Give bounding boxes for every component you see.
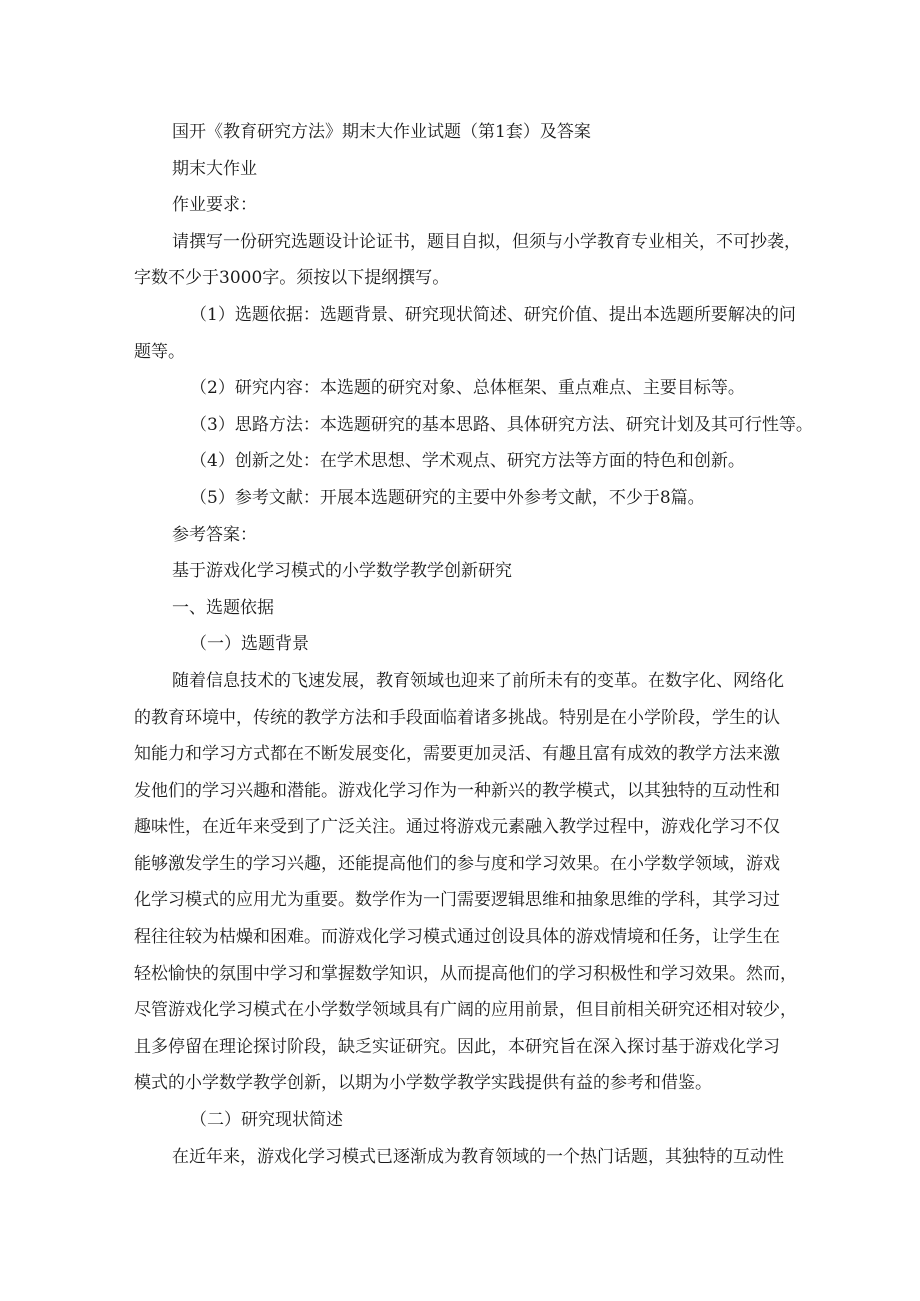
section-heading-1: 一、选题依据 <box>172 597 274 618</box>
paragraph-line: 请撰写一份研究选题设计论证书，题目自拟，但须与小学教育专业相关，不可抄袭， <box>172 231 801 252</box>
requirement-heading: 作业要求： <box>172 195 257 216</box>
answer-title: 基于游戏化学习模式的小学数学教学创新研究 <box>172 561 512 582</box>
background-paragraph <box>134 663 797 1102</box>
paragraph-line: 程往往较为枯燥和困难。而游戏化学习模式通过创设具体的游戏情境和任务，让学生在 <box>134 927 780 948</box>
status-paragraph-line: 在近年来，游戏化学习模式已逐渐成为教育领域的一个热门话题，其独特的互动性 <box>172 1146 784 1167</box>
paragraph-line: 题等。 <box>134 341 185 362</box>
outline-item-2: （2）研究内容：本选题的研究对象、总体框架、重点难点、主要目标等。 <box>190 378 745 399</box>
answer-heading: 参考答案： <box>172 524 257 545</box>
paragraph-line: 字数不少于3000字。须按以下提纲撰写。 <box>134 268 450 289</box>
paragraph-line: 的教育环境中，传统的教学方法和手段面临着诸多挑战。特别是在小学阶段，学生的认 <box>134 707 780 728</box>
outline-item-1 <box>134 297 794 370</box>
paragraph-line: 发他们的学习兴趣和潜能。游戏化学习作为一种新兴的教学模式，以其独特的互动性和 <box>134 780 780 801</box>
paragraph-line: 随着信息技术的飞速发展，教育领域也迎来了前所未有的变革。在数字化、网络化 <box>172 670 784 691</box>
outline-item-3: （3）思路方法：本选题研究的基本思路、具体研究方法、研究计划及其可行性等。 <box>190 414 813 435</box>
paragraph-line: 能够激发学生的学习兴趣，还能提高他们的参与度和学习效果。在小学数学领域，游戏 <box>134 853 780 874</box>
subsection-heading-1: （一）选题背景 <box>190 634 309 655</box>
paragraph-line: 尽管游戏化学习模式在小学数学领域具有广阔的应用前景，但目前相关研究还相对较少， <box>134 1000 797 1021</box>
outline-item-5: （5）参考文献：开展本选题研究的主要中外参考文献，不少于8篇。 <box>190 487 705 508</box>
paragraph-line: 轻松愉快的氛围中学习和掌握数学知识，从而提高他们的学习积极性和学习效果。然而， <box>134 963 797 984</box>
document-title: 国开《教育研究方法》期末大作业试题（第1套）及答案 <box>172 122 591 142</box>
paragraph-line: （1）选题依据：选题背景、研究现状简述、研究价值、提出本选题所要解决的问 <box>190 304 796 325</box>
paragraph-line: 趣味性，在近年来受到了广泛关注。通过将游戏元素融入教学过程中，游戏化学习不仅 <box>134 817 780 838</box>
document-body <box>134 114 813 1175</box>
outline-item-4: （4）创新之处：在学术思想、学术观点、研究方法等方面的特色和创新。 <box>190 451 745 472</box>
subsection-heading-2: （二）研究现状简述 <box>190 1110 343 1131</box>
paragraph-line: 化学习模式的应用尤为重要。数学作为一门需要逻辑思维和抽象思维的学科，其学习过 <box>134 890 780 911</box>
paragraph-line: 且多停留在理论探讨阶段，缺乏实证研究。因此，本研究旨在深入探讨基于游戏化学习 <box>134 1036 780 1057</box>
paragraph-line: 模式的小学数学教学创新，以期为小学数学教学实践提供有益的参考和借鉴。 <box>134 1073 712 1094</box>
requirement-paragraph <box>134 224 801 297</box>
paragraph-line: 知能力和学习方式都在不断发展变化，需要更加灵活、有趣且富有成效的教学方法来激 <box>134 744 780 765</box>
document-subtitle: 期末大作业 <box>172 158 257 179</box>
